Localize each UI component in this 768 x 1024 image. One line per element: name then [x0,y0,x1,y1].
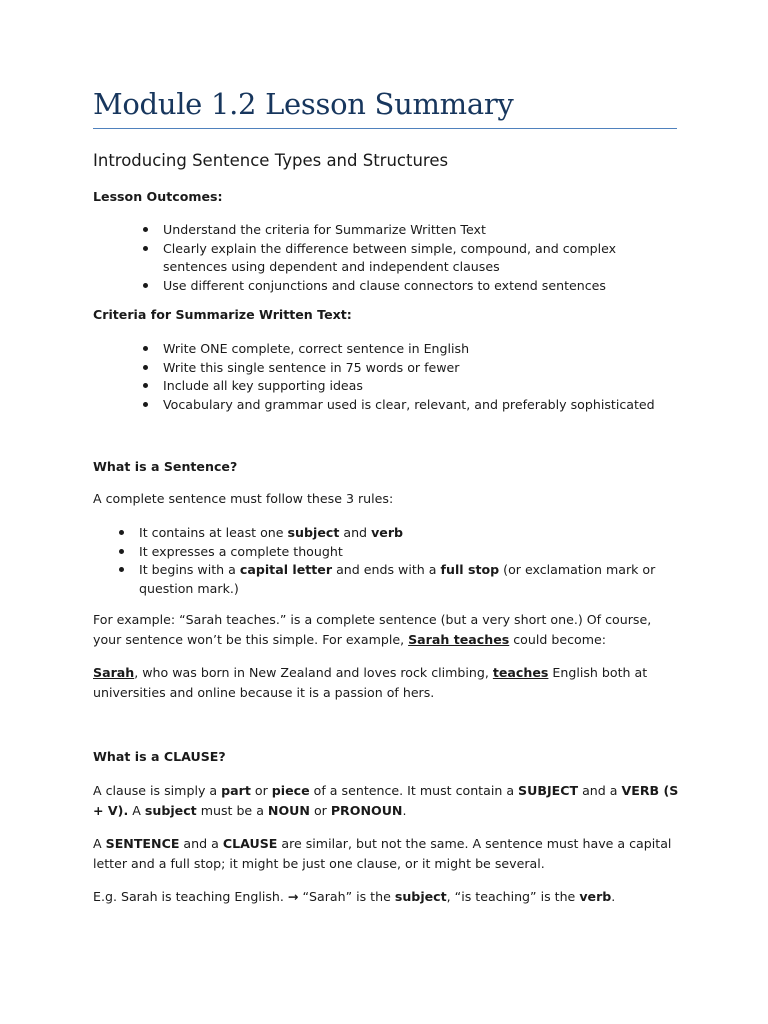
clause-paragraph-2: A SENTENCE and a CLAUSE are similar, but not the same. A sentence must have a capital letter and a full stop; it might be just one clause, or it might be several. [93,836,672,871]
list-item: Write ONE complete, correct sentence in English [93,340,683,359]
outcomes-list [93,221,683,295]
list-item: Write this single sentence in 75 words or fewer [93,359,683,378]
list-item: Include all key supporting ideas [93,377,683,396]
clause-paragraph-1-block [93,781,683,821]
clause-paragraph-1: A clause is simply a part or piece of a sentence. It must contain a SUBJECT and a VERB (S + V). A subject must be a NOUN or PRONOUN. [93,783,679,818]
bullet-icon [143,246,148,251]
expanded-example: Sarah, who was born in New Zealand and loves rock climbing, teaches English both at universities and online because it is a passion of hers. [93,665,648,700]
sentence-rules-list [93,524,683,598]
list-item: Understand the criteria for Summarize Written Text [93,221,683,240]
sentence-heading: What is a Sentence? [93,459,238,474]
bullet-icon [143,402,148,407]
page-title: Module 1.2 Lesson Summary [93,87,514,121]
bullet-icon [143,227,148,232]
page-subtitle: Introducing Sentence Types and Structures [93,151,449,170]
criteria-list [93,340,683,414]
expanded-example-block [93,663,683,703]
bullet-icon [119,567,124,572]
title-divider [93,128,677,129]
list-item: It contains at least one subject and verb [93,524,683,543]
clause-paragraph-2-block [93,834,683,874]
list-item: Use different conjunctions and clause connectors to extend sentences [93,277,683,296]
list-item: It begins with a capital letter and ends with a full stop (or exclamation mark or question mark.) [93,561,683,598]
example-paragraph-block [93,610,683,650]
sentence-intro: A complete sentence must follow these 3 rules: [93,491,394,506]
example-paragraph: For example: “Sarah teaches.” is a complete sentence (but a very short one.) Of course, your sentence won’t be this simple. For example, Sarah teaches could become: [93,612,652,647]
bullet-icon [119,530,124,535]
clause-example: E.g. Sarah is teaching English. → “Sarah” is the subject, “is teaching” is the verb. [93,889,616,904]
list-item: It expresses a complete thought [93,543,683,562]
clause-section [93,748,683,767]
sentence-intro-block [93,490,683,509]
list-item: Vocabulary and grammar used is clear, relevant, and preferably sophisticated [93,396,683,415]
criteria-section [93,306,683,325]
outcomes-heading: Lesson Outcomes: [93,189,223,204]
bullet-icon [143,283,148,288]
sentence-section [93,458,683,477]
list-item: Clearly explain the difference between simple, compound, and complex sentences using dependent and independent clauses [93,240,683,277]
clause-heading: What is a CLAUSE? [93,749,226,764]
bullet-icon [119,549,124,554]
bullet-icon [143,346,148,351]
outcomes-section [93,188,683,207]
bullet-icon [143,365,148,370]
clause-example-block [93,887,683,907]
criteria-heading: Criteria for Summarize Written Text: [93,307,352,322]
arrow-right-icon: → [287,889,299,904]
bullet-icon [143,383,148,388]
